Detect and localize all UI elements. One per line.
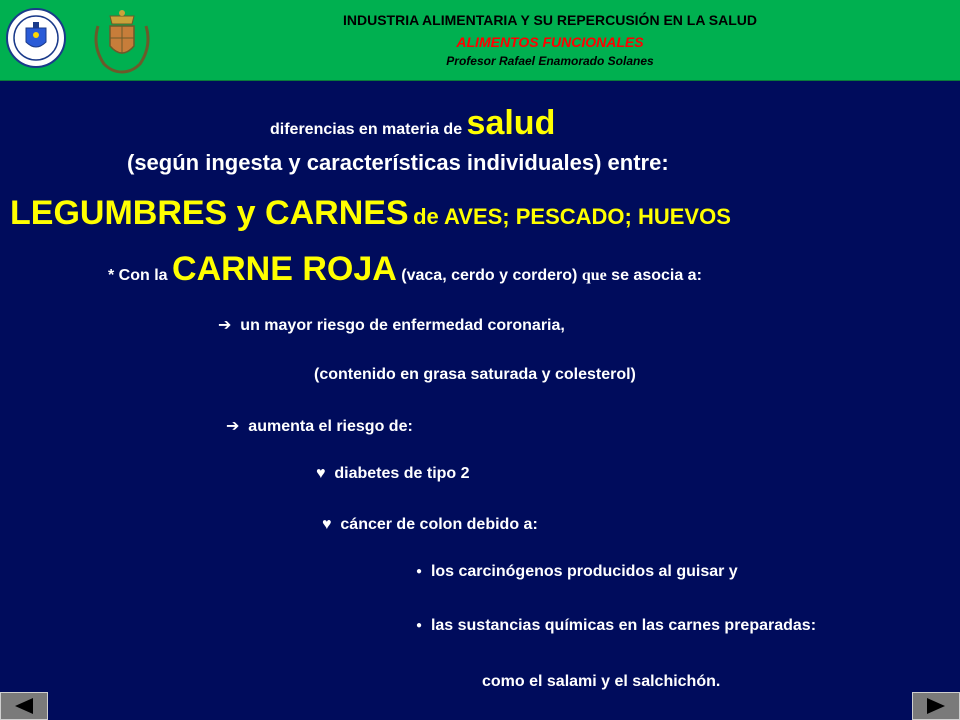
bullet-icon: ● (416, 566, 423, 577)
crest-icon (90, 6, 154, 74)
triangle-right-icon (925, 697, 947, 715)
associated-text: se asocia a: (611, 267, 702, 284)
intro-text: diferencias en materia de (270, 121, 463, 138)
que-word: que (581, 267, 607, 284)
next-slide-button[interactable] (912, 692, 960, 720)
heart-item-diabetes (316, 465, 470, 483)
arrow-item-coronary (218, 315, 565, 335)
other-proteins-text: de AVES; PESCADO; HUEVOS (413, 204, 731, 229)
colon-cancer-text: cáncer de colon debido a: (340, 516, 538, 533)
previous-slide-button[interactable] (0, 692, 48, 720)
red-meat-line (108, 250, 702, 289)
heart-icon: ♥ (316, 465, 326, 482)
salud-word: salud (466, 104, 556, 142)
university-seal-icon (6, 8, 66, 68)
red-meat-types: (vaca, cerdo y cordero) (401, 267, 578, 284)
legumes-meats-text: LEGUMBRES y CARNES (10, 194, 409, 232)
fat-content-note: (contenido en grasa saturada y colesterol) (314, 366, 636, 383)
arrow-item-risk (226, 416, 413, 436)
heart-icon: ♥ (322, 516, 332, 533)
chemicals-text: las sustancias químicas en las carnes preparadas: (430, 617, 817, 634)
intro-line (270, 104, 555, 143)
bullet-icon: ● (416, 620, 423, 631)
red-meat-text: CARNE ROJA (172, 250, 397, 288)
diabetes-text: diabetes de tipo 2 (334, 465, 470, 482)
arrow-right-icon: ➔ (218, 317, 232, 334)
arrow-right-icon: ➔ (226, 418, 240, 435)
coronary-risk-text: un mayor riesgo de enfermedad coronaria, (240, 317, 565, 334)
example-line: como el salami y el salchichón. (482, 673, 721, 690)
criteria-line: (según ingesta y características individuales) entre: (127, 150, 669, 175)
header-title: INDUSTRIA ALIMENTARIA Y SU REPERCUSIÓN EN LA SALUD (342, 12, 758, 28)
comparison-line (10, 194, 731, 233)
bullet-item-chemicals (416, 617, 816, 635)
header-author: Profesor Rafael Enamorado Solanes (446, 54, 654, 68)
slide-header (0, 0, 960, 81)
bullet-item-carcinogens (416, 563, 738, 581)
header-subtitle: ALIMENTOS FUNCIONALES (456, 34, 644, 50)
increases-risk-text: aumenta el riesgo de: (248, 418, 413, 435)
con-la-text: * Con la (108, 267, 168, 284)
heart-item-colon (322, 516, 538, 534)
triangle-left-icon (13, 697, 35, 715)
carcinogens-text: los carcinógenos producidos al guisar y (430, 563, 738, 580)
